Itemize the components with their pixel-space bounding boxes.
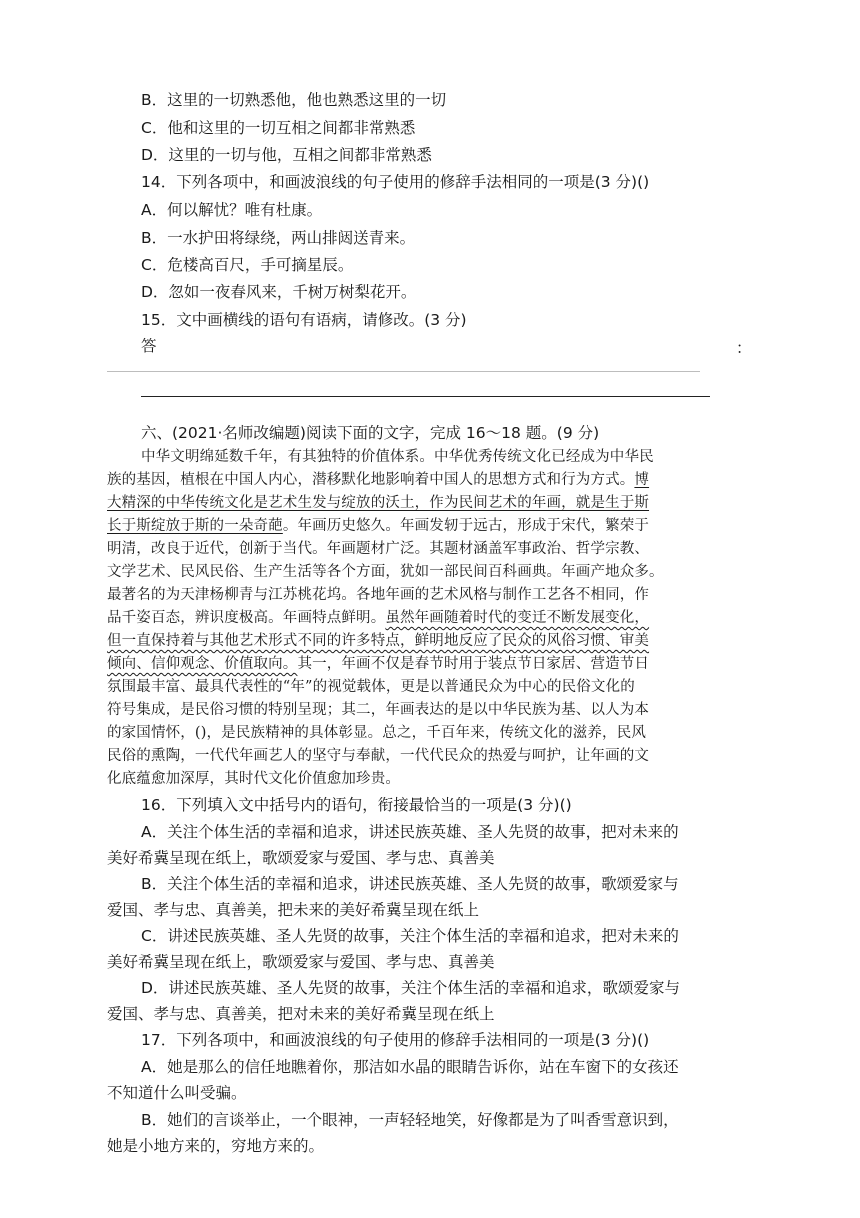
q17-stem: 17．下列各项中，和画波浪线的句子使用的修辞手法相同的一项是(3 分)() bbox=[141, 1031, 650, 1049]
answer-line-2 bbox=[141, 396, 710, 397]
answer-label: 答 bbox=[141, 337, 157, 355]
q14-stem: 14．下列各项中，和画波浪线的句子使用的修辞手法相同的一项是(3 分)() bbox=[141, 173, 650, 191]
q14-option-a: A．何以解忧？唯有杜康。 bbox=[141, 201, 323, 219]
underlined-sentence-line-2: 大精深的中华传统文化是艺术生发与绽放的沃土，作为民间艺术的年画，就是生于斯 bbox=[107, 495, 650, 511]
passage-line-4: 长于斯绽放于斯的一朵奇葩。年画历史悠久。年画发轫于远古，形成于宋代，繁荣于 bbox=[107, 518, 650, 534]
q14-option-b: B．一水护田将绿绕，两山排闼送青来。 bbox=[141, 229, 416, 247]
wavy-sentence-line-2: 但一直保持着与其他艺术形式不同的许多特点，鲜明地反应了民众的风俗习惯、审美 bbox=[107, 633, 650, 649]
passage-line-11: 氛围最丰富、最具代表性的“年”的视觉载体，更是以普通民众为中心的民俗文化的 bbox=[107, 679, 635, 695]
section-heading: 六、(2021·名师改编题)阅读下面的文字，完成 16～18 题。(9 分) bbox=[141, 424, 600, 442]
passage-line-8: 品千姿百态，辨识度极高。年画特点鲜明。虽然年画随着时代的变迁不断发展变化， bbox=[107, 610, 650, 626]
q15-stem: 15．文中画横线的语句有语病，请修改。(3 分) bbox=[141, 311, 467, 329]
passage-line-15: 化底蕴愈加深厚，其时代文化价值愈加珍贵。 bbox=[107, 771, 400, 787]
passage-line-14: 民俗的熏陶，一代代年画艺人的坚守与奉献，一代代民众的热爱与呵护，让年画的文 bbox=[107, 748, 650, 764]
underlined-sentence-end: 长于斯绽放于斯的一朵奇葩 bbox=[107, 518, 283, 534]
underlined-sentence-start: 博 bbox=[634, 472, 650, 488]
q16-option-d: D．讲述民族英雄、圣人先贤的故事，关注个体生活的幸福和追求，歌颂爱家与 bbox=[141, 979, 680, 997]
q13-option-d: D．这里的一切与他，互相之间都非常熟悉 bbox=[141, 146, 432, 164]
q17-option-b: B．她们的言谈举止，一个眼神，一声轻轻地笑，好像都是为了叫香雪意识到， bbox=[141, 1111, 679, 1129]
q16-option-a: A．关注个体生活的幸福和追求，讲述民族英雄、圣人先贤的故事，把对未来的 bbox=[141, 823, 679, 841]
q16-stem: 16．下列填入文中括号内的语句，衔接最恰当的一项是(3 分)() bbox=[141, 796, 572, 814]
passage-line-6: 文学艺术、民风民俗、生产生活等各个方面，犹如一部民间百科画典。年画产地众多。 bbox=[107, 564, 664, 580]
answer-line-1 bbox=[107, 371, 700, 372]
wavy-sentence-start: 虽然年画随着时代的变迁不断发展变化， bbox=[385, 610, 650, 626]
q16-option-d-cont: 爱国、孝与忠、真善美，把对未来的美好希冀呈现在纸上 bbox=[107, 1005, 495, 1023]
q16-option-b-cont: 爱国、孝与忠、真善美，把未来的美好希冀呈现在纸上 bbox=[107, 901, 480, 919]
q14-option-c: C．危楼高百尺，手可摘星辰。 bbox=[141, 256, 354, 274]
passage-line-10: 倾向、信仰观念、价值取向。其一，年画不仅是春节时用于装点节日家居、营造节日 bbox=[107, 656, 650, 672]
q16-option-b: B．关注个体生活的幸福和追求，讲述民族英雄、圣人先贤的故事，歌颂爱家与 bbox=[141, 875, 679, 893]
q14-option-d: D．忽如一夜春风来，千树万树梨花开。 bbox=[141, 283, 417, 301]
wavy-sentence-end: 倾向、信仰观念、价值取向。 bbox=[107, 656, 298, 672]
q17-option-b-cont: 她是小地方来的，穷地方来的。 bbox=[107, 1137, 325, 1155]
passage-line-7: 最著名的为天津杨柳青与江苏桃花坞。各地年画的艺术风格与制作工艺各不相同，作 bbox=[107, 587, 650, 603]
passage-line-13: 的家国情怀，()，是民族精神的具体彰显。总之，千百年来，传统文化的滋养，民风 bbox=[107, 725, 647, 741]
q16-option-c-cont: 美好希冀呈现在纸上，歌颂爱家与爱国、孝与忠、真善美 bbox=[107, 953, 495, 971]
q17-option-a-cont: 不知道什么叫受骗。 bbox=[107, 1084, 247, 1102]
q13-option-b: B．这里的一切熟悉他，他也熟悉这里的一切 bbox=[141, 91, 447, 109]
passage-line-5: 明清，改良于近代，创新于当代。年画题材广泛。其题材涵盖军事政治、哲学宗教、 bbox=[107, 541, 650, 557]
passage-line-12: 符号集成，是民俗习惯的特别呈现；其二，年画表达的是以中华民族为基、以人为本 bbox=[107, 702, 650, 718]
q16-option-a-cont: 美好希冀呈现在纸上，歌颂爱家与爱国、孝与忠、真善美 bbox=[107, 849, 495, 867]
passage-line-2: 族的基因，植根在中国人内心，潜移默化地影响着中国人的思想方式和行为方式。博 bbox=[107, 472, 650, 488]
q16-option-c: C．讲述民族英雄、圣人先贤的故事，关注个体生活的幸福和追求，把对未来的 bbox=[141, 927, 679, 945]
answer-colon: ： bbox=[736, 339, 752, 357]
passage-line-1: 中华文明绵延数千年，有其独特的价值体系。中华优秀传统文化已经成为中华民 bbox=[141, 449, 654, 465]
q17-option-a: A．她是那么的信任地瞧着你，那洁如水晶的眼睛告诉你，站在车窗下的女孩还 bbox=[141, 1058, 679, 1076]
q13-option-c: C．他和这里的一切互相之间都非常熟悉 bbox=[141, 119, 416, 137]
